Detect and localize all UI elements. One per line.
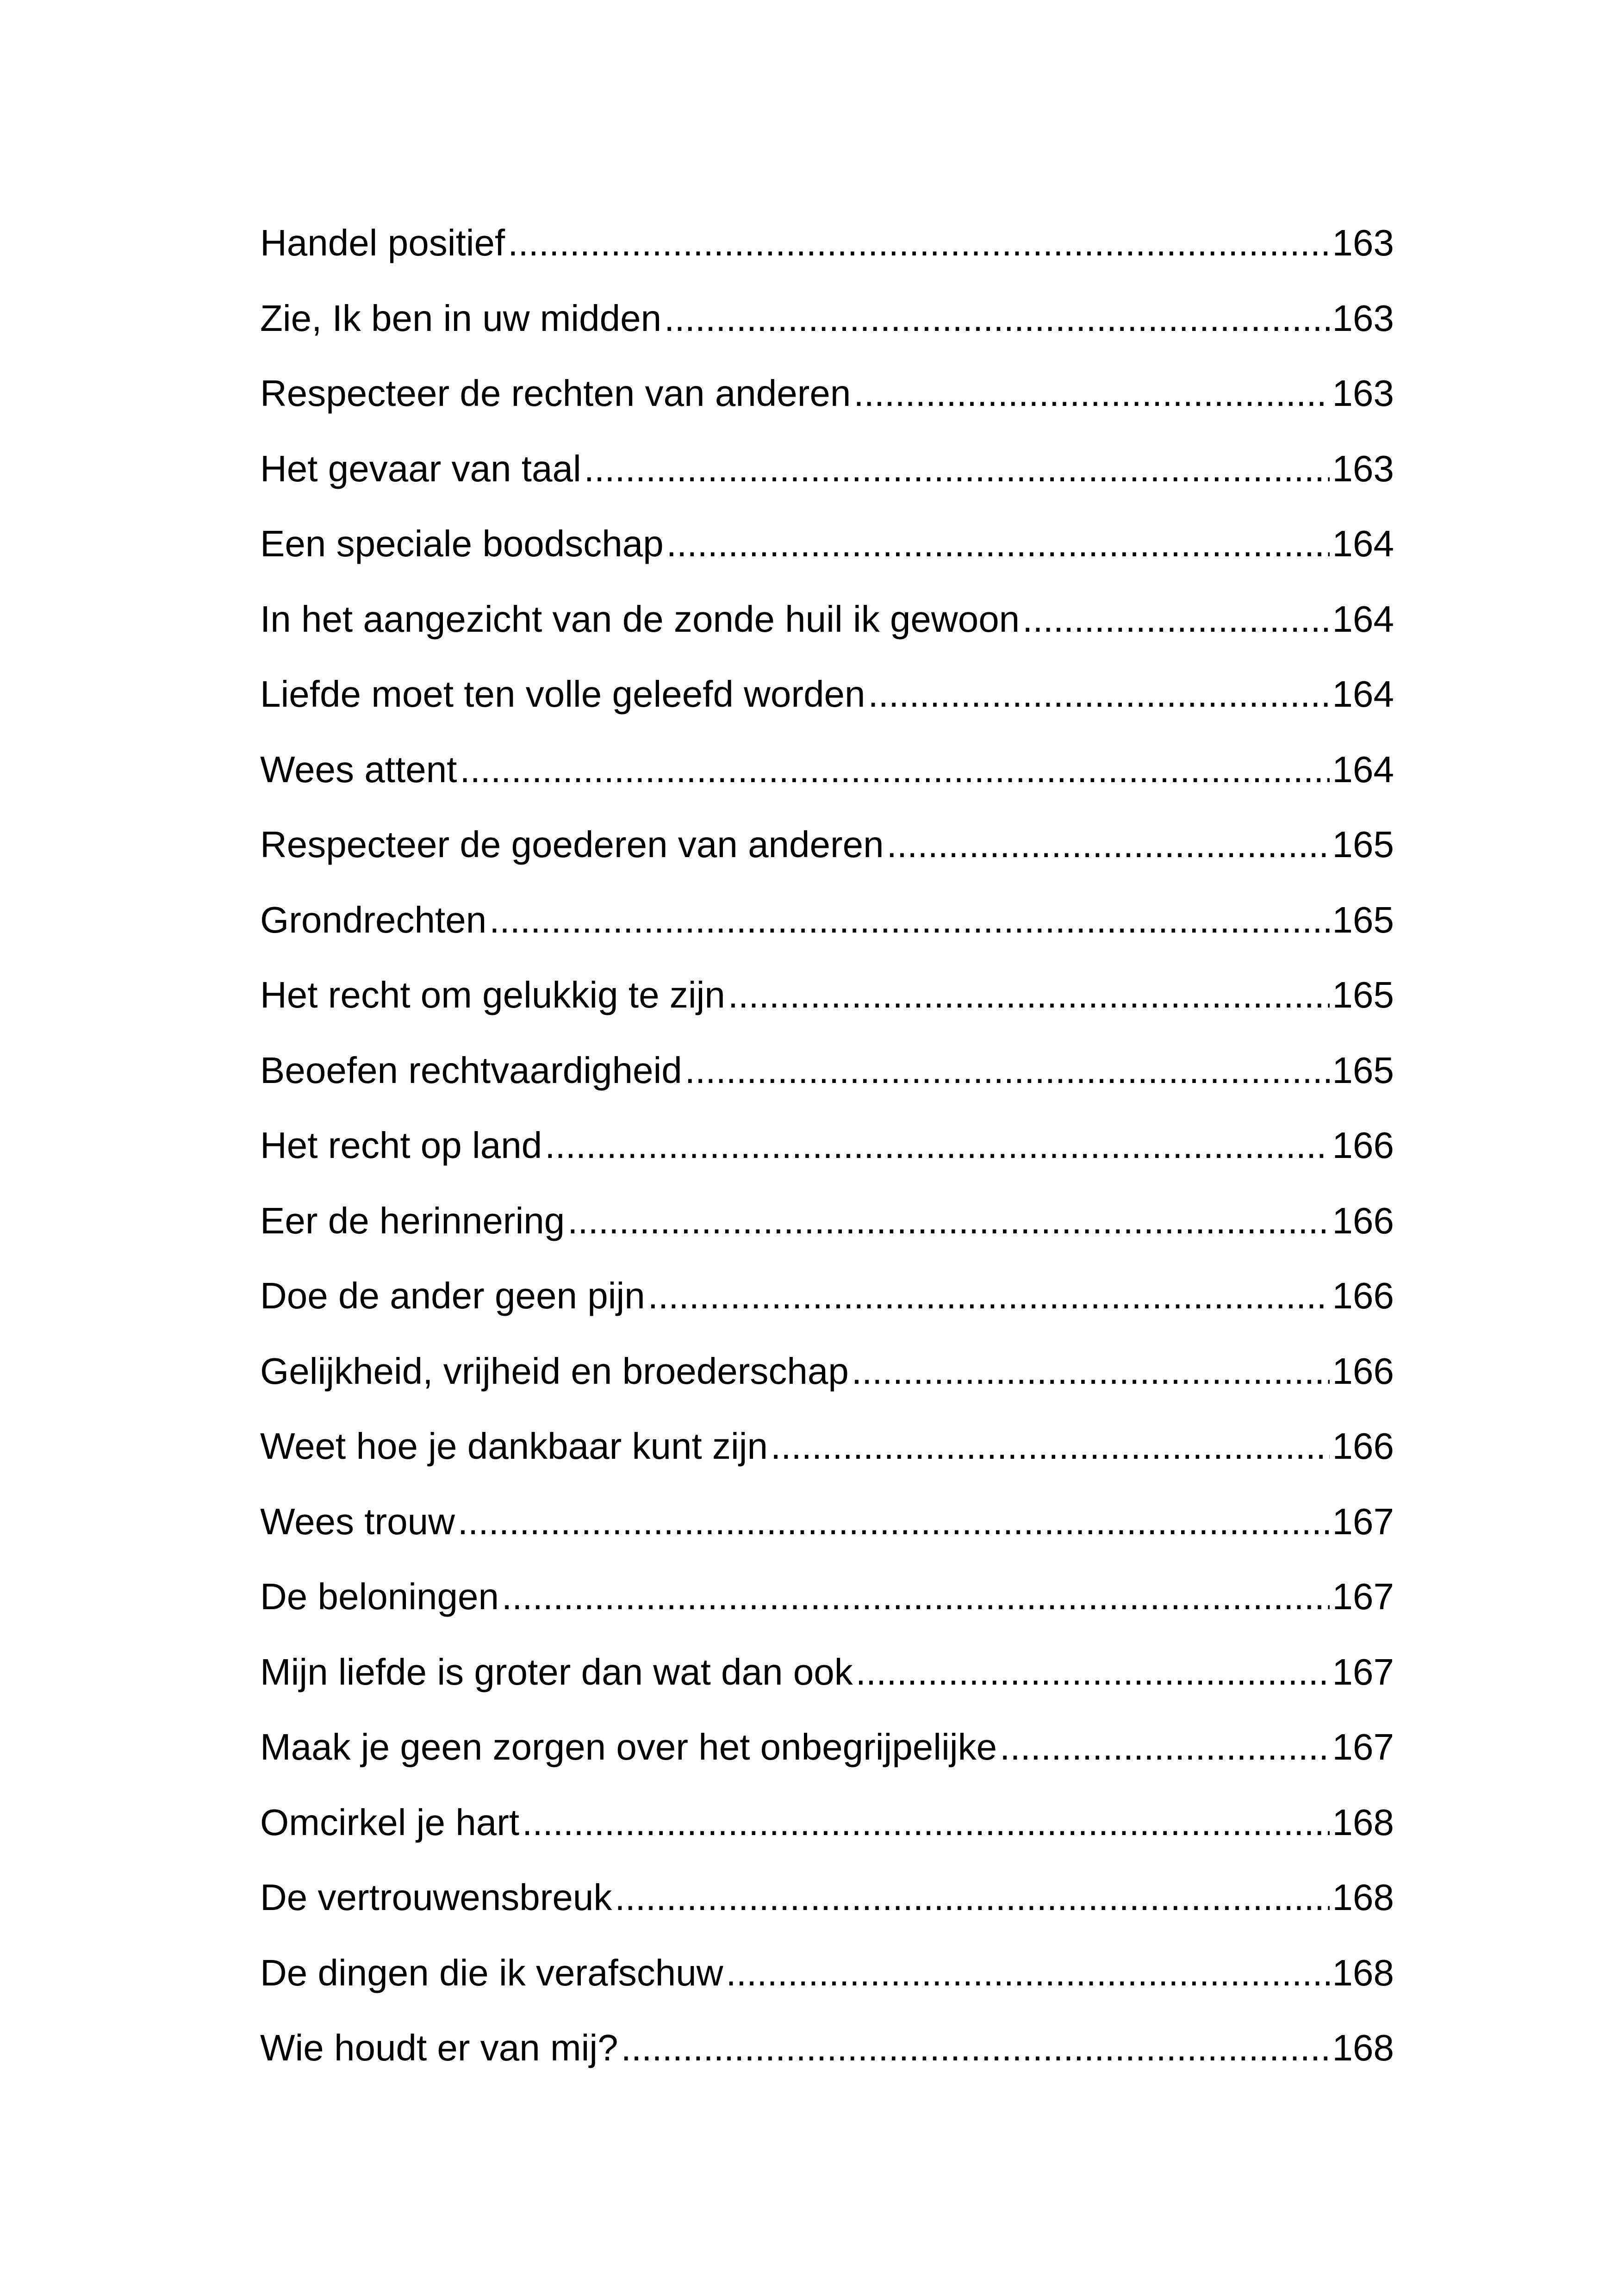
toc-entry-title: Liefde moet ten volle geleefd worden xyxy=(260,673,865,715)
toc-entry-title: Eer de herinnering xyxy=(260,1200,565,1241)
table-of-contents xyxy=(260,218,1394,2098)
toc-entry-page: 168 xyxy=(1332,1877,1394,1918)
toc-entry-title: Omcirkel je hart xyxy=(260,1801,520,1843)
toc-entry xyxy=(260,1722,1394,1797)
toc-entry-page: 166 xyxy=(1332,1425,1394,1467)
dot-leader xyxy=(852,1346,1330,1397)
toc-entry-page: 166 xyxy=(1332,1200,1394,1241)
toc-entry xyxy=(260,744,1394,820)
dot-leader xyxy=(887,819,1330,870)
toc-entry-page: 164 xyxy=(1332,523,1394,564)
toc-entry xyxy=(260,1045,1394,1120)
toc-entry xyxy=(260,1872,1394,1948)
dot-leader xyxy=(458,1496,1330,1547)
dot-leader xyxy=(853,368,1329,419)
toc-entry-title: Wie houdt er van mij? xyxy=(260,2027,618,2068)
toc-entry xyxy=(260,1120,1394,1195)
dot-leader xyxy=(567,1195,1329,1246)
toc-entry-title: Gelijkheid, vrijheid en broederschap xyxy=(260,1350,849,1392)
dot-leader xyxy=(726,1948,1330,1998)
toc-entry-title: Respecteer de rechten van anderen xyxy=(260,373,851,414)
toc-entry-page: 168 xyxy=(1332,1801,1394,1843)
toc-entry-title: Handel positief xyxy=(260,222,505,263)
dot-leader xyxy=(666,518,1330,569)
dot-leader xyxy=(664,293,1329,344)
toc-entry xyxy=(260,2022,1394,2098)
toc-entry-title: Een speciale boodschap xyxy=(260,523,664,564)
toc-entry-page: 164 xyxy=(1332,748,1394,790)
toc-entry-title: Doe de ander geen pijn xyxy=(260,1275,645,1316)
toc-entry-title: Weet hoe je dankbaar kunt zijn xyxy=(260,1425,768,1467)
toc-entry-page: 166 xyxy=(1332,1275,1394,1316)
toc-entry-page: 165 xyxy=(1332,899,1394,940)
dot-leader xyxy=(648,1270,1330,1321)
toc-entry xyxy=(260,368,1394,443)
toc-entry-page: 167 xyxy=(1332,1576,1394,1617)
toc-entry xyxy=(260,293,1394,368)
toc-entry-page: 165 xyxy=(1332,824,1394,865)
toc-entry xyxy=(260,1797,1394,1873)
toc-entry xyxy=(260,594,1394,669)
toc-entry-page: 163 xyxy=(1332,373,1394,414)
toc-entry xyxy=(260,1496,1394,1572)
dot-leader xyxy=(868,669,1330,720)
dot-leader xyxy=(1022,594,1329,645)
dot-leader xyxy=(615,1872,1329,1923)
toc-entry-title: Beoefen rechtvaardigheid xyxy=(260,1049,682,1091)
toc-entry-page: 165 xyxy=(1332,974,1394,1015)
toc-entry-title: Zie, Ik ben in uw midden xyxy=(260,297,662,339)
toc-entry xyxy=(260,895,1394,970)
toc-entry-page: 164 xyxy=(1332,673,1394,715)
dot-leader xyxy=(728,970,1330,1020)
dot-leader xyxy=(508,218,1329,268)
toc-entry-title: Het recht op land xyxy=(260,1125,542,1166)
toc-entry-page: 163 xyxy=(1332,448,1394,489)
dot-leader xyxy=(621,2022,1330,2073)
toc-entry xyxy=(260,1647,1394,1722)
toc-entry xyxy=(260,1195,1394,1271)
toc-entry-page: 166 xyxy=(1332,1125,1394,1166)
toc-entry-title: Respecteer de goederen van anderen xyxy=(260,824,884,865)
toc-entry-title: Wees trouw xyxy=(260,1500,455,1542)
dot-leader xyxy=(522,1797,1329,1848)
toc-entry-page: 163 xyxy=(1332,297,1394,339)
toc-entry-title: In het aangezicht van de zonde huil ik gewoon xyxy=(260,598,1020,640)
toc-entry-page: 167 xyxy=(1332,1500,1394,1542)
toc-entry xyxy=(260,1346,1394,1421)
toc-entry xyxy=(260,1571,1394,1647)
toc-entry xyxy=(260,1270,1394,1346)
dot-leader xyxy=(685,1045,1330,1096)
toc-entry-page: 168 xyxy=(1332,1952,1394,1993)
dot-leader xyxy=(771,1421,1330,1472)
toc-entry-title: De beloningen xyxy=(260,1576,499,1617)
toc-entry-page: 165 xyxy=(1332,1049,1394,1091)
toc-entry-page: 163 xyxy=(1332,222,1394,263)
toc-entry xyxy=(260,970,1394,1045)
dot-leader xyxy=(856,1647,1330,1698)
toc-entry-title: Mijn liefde is groter dan wat dan ook xyxy=(260,1651,853,1692)
toc-entry-page: 168 xyxy=(1332,2027,1394,2068)
toc-entry xyxy=(260,1948,1394,2023)
dot-leader xyxy=(584,443,1330,494)
toc-entry-page: 166 xyxy=(1332,1350,1394,1392)
toc-entry-title: Het gevaar van taal xyxy=(260,448,581,489)
toc-entry-page: 167 xyxy=(1332,1651,1394,1692)
toc-entry xyxy=(260,443,1394,519)
toc-entry-page: 167 xyxy=(1332,1726,1394,1767)
dot-leader xyxy=(502,1571,1330,1622)
toc-entry xyxy=(260,819,1394,895)
dot-leader xyxy=(489,895,1329,946)
toc-entry-title: Wees attent xyxy=(260,748,457,790)
toc-entry xyxy=(260,518,1394,594)
dot-leader xyxy=(460,744,1329,795)
toc-entry-title: Maak je geen zorgen over het onbegrijpelijke xyxy=(260,1726,997,1767)
dot-leader xyxy=(1000,1722,1329,1773)
toc-entry xyxy=(260,669,1394,744)
toc-entry xyxy=(260,1421,1394,1496)
toc-entry-title: De vertrouwensbreuk xyxy=(260,1877,612,1918)
toc-entry-title: Het recht om gelukkig te zijn xyxy=(260,974,725,1015)
toc-entry xyxy=(260,218,1394,293)
toc-entry-title: De dingen die ik verafschuw xyxy=(260,1952,723,1993)
toc-entry-title: Grondrechten xyxy=(260,899,487,940)
toc-entry-page: 164 xyxy=(1332,598,1394,640)
dot-leader xyxy=(545,1120,1329,1171)
